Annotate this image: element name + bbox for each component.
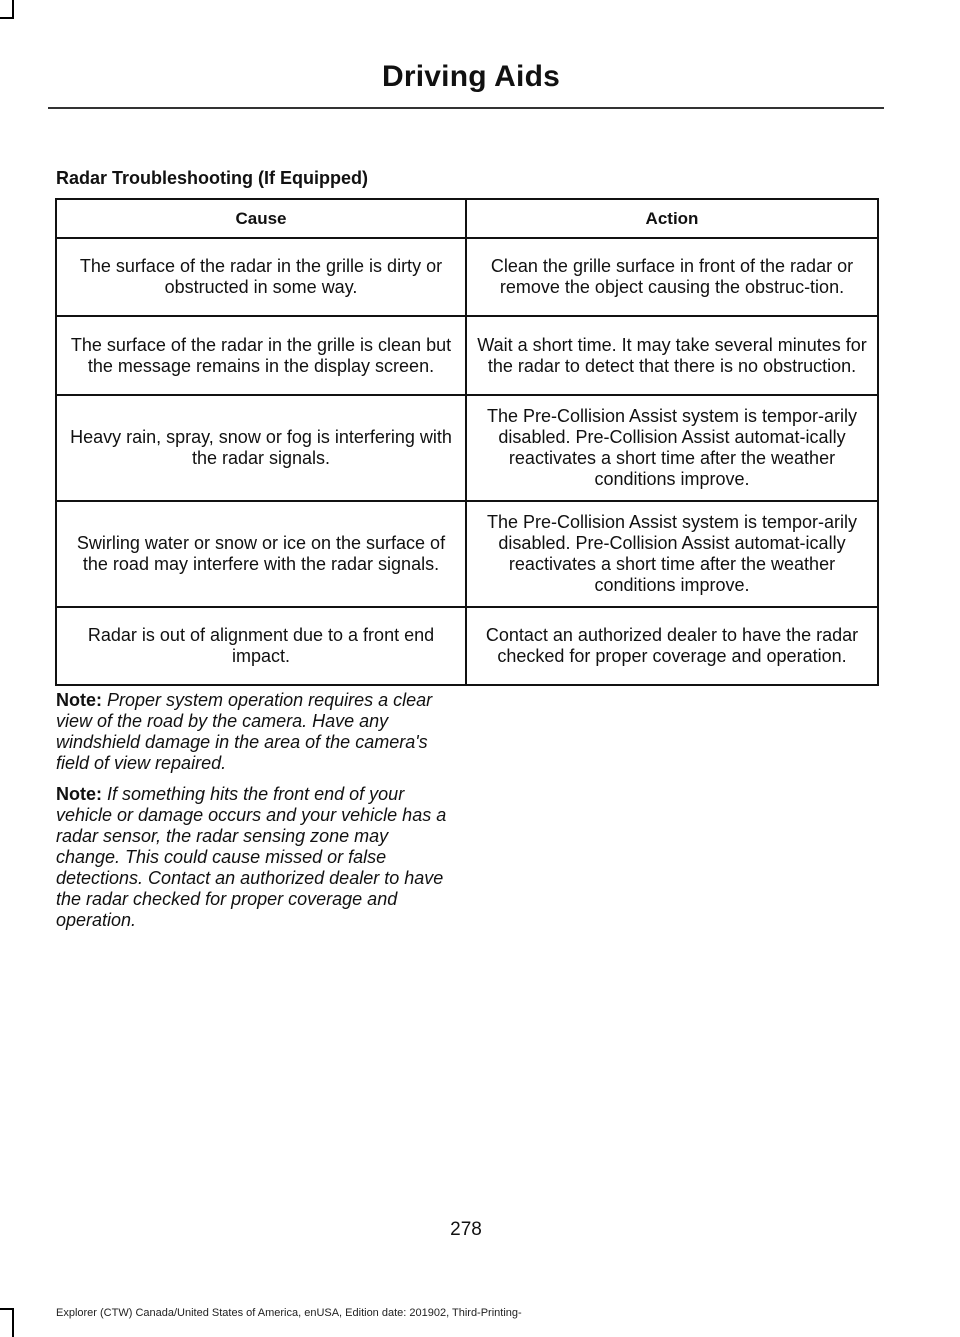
crop-mark-top-left-v <box>12 0 14 18</box>
crop-mark-top-left-h <box>0 17 14 19</box>
action-cell: Contact an authorized dealer to have the radar checked for proper coverage and operation. <box>466 607 878 685</box>
note-text: If something hits the front end of your vehicle or damage occurs and your vehicle has a radar sensor, the radar sensing zone may change. This could cause missed or false detections. Contact an authorized dealer to have the radar checked for proper coverage and operation. <box>56 784 447 930</box>
note-radar-sensor <box>56 784 456 931</box>
column-header-action: Action <box>466 199 878 238</box>
action-cell: The Pre-Collision Assist system is tempor-arily disabled. Pre-Collision Assist automat-ically reactivates a short time after the weather conditions improve. <box>466 395 878 501</box>
section-title: Radar Troubleshooting (If Equipped) <box>56 168 368 188</box>
crop-mark-bottom-left-h <box>0 1308 14 1310</box>
table-row <box>56 501 878 607</box>
note-text: Proper system operation requires a clear view of the road by the camera. Have any windshield damage in the area of the camera's field of view repaired. <box>56 690 433 773</box>
notes-section <box>56 690 456 941</box>
cause-cell: Swirling water or snow or ice on the surface of the road may interfere with the radar signals. <box>56 501 466 607</box>
cause-cell: The surface of the radar in the grille is dirty or obstructed in some way. <box>56 238 466 316</box>
action-cell: Wait a short time. It may take several minutes for the radar to detect that there is no obstruction. <box>466 316 878 395</box>
column-header-cause: Cause <box>56 199 466 238</box>
crop-mark-bottom-left-v <box>12 1308 14 1337</box>
table-row <box>56 607 878 685</box>
page-title: Driving Aids <box>382 60 560 93</box>
page-number: 278 <box>450 1219 482 1240</box>
table-header-row <box>56 199 878 238</box>
header-rule <box>48 107 884 109</box>
action-cell: Clean the grille surface in front of the radar or remove the object causing the obstruc-tion. <box>466 238 878 316</box>
action-cell: The Pre-Collision Assist system is tempor-arily disabled. Pre-Collision Assist automat-ically reactivates a short time after the weather conditions improve. <box>466 501 878 607</box>
note-label: Note: <box>56 690 102 710</box>
note-label: Note: <box>56 784 102 804</box>
cause-cell: The surface of the radar in the grille is clean but the message remains in the display screen. <box>56 316 466 395</box>
table-row <box>56 316 878 395</box>
table-row <box>56 395 878 501</box>
cause-cell: Heavy rain, spray, snow or fog is interfering with the radar signals. <box>56 395 466 501</box>
cause-cell: Radar is out of alignment due to a front end impact. <box>56 607 466 685</box>
table-row <box>56 238 878 316</box>
note-camera <box>56 690 456 774</box>
troubleshooting-table <box>55 198 879 686</box>
footer-edition-info: Explorer (CTW) Canada/United States of America, enUSA, Edition date: 201902, Third-Printing- <box>56 1307 522 1319</box>
